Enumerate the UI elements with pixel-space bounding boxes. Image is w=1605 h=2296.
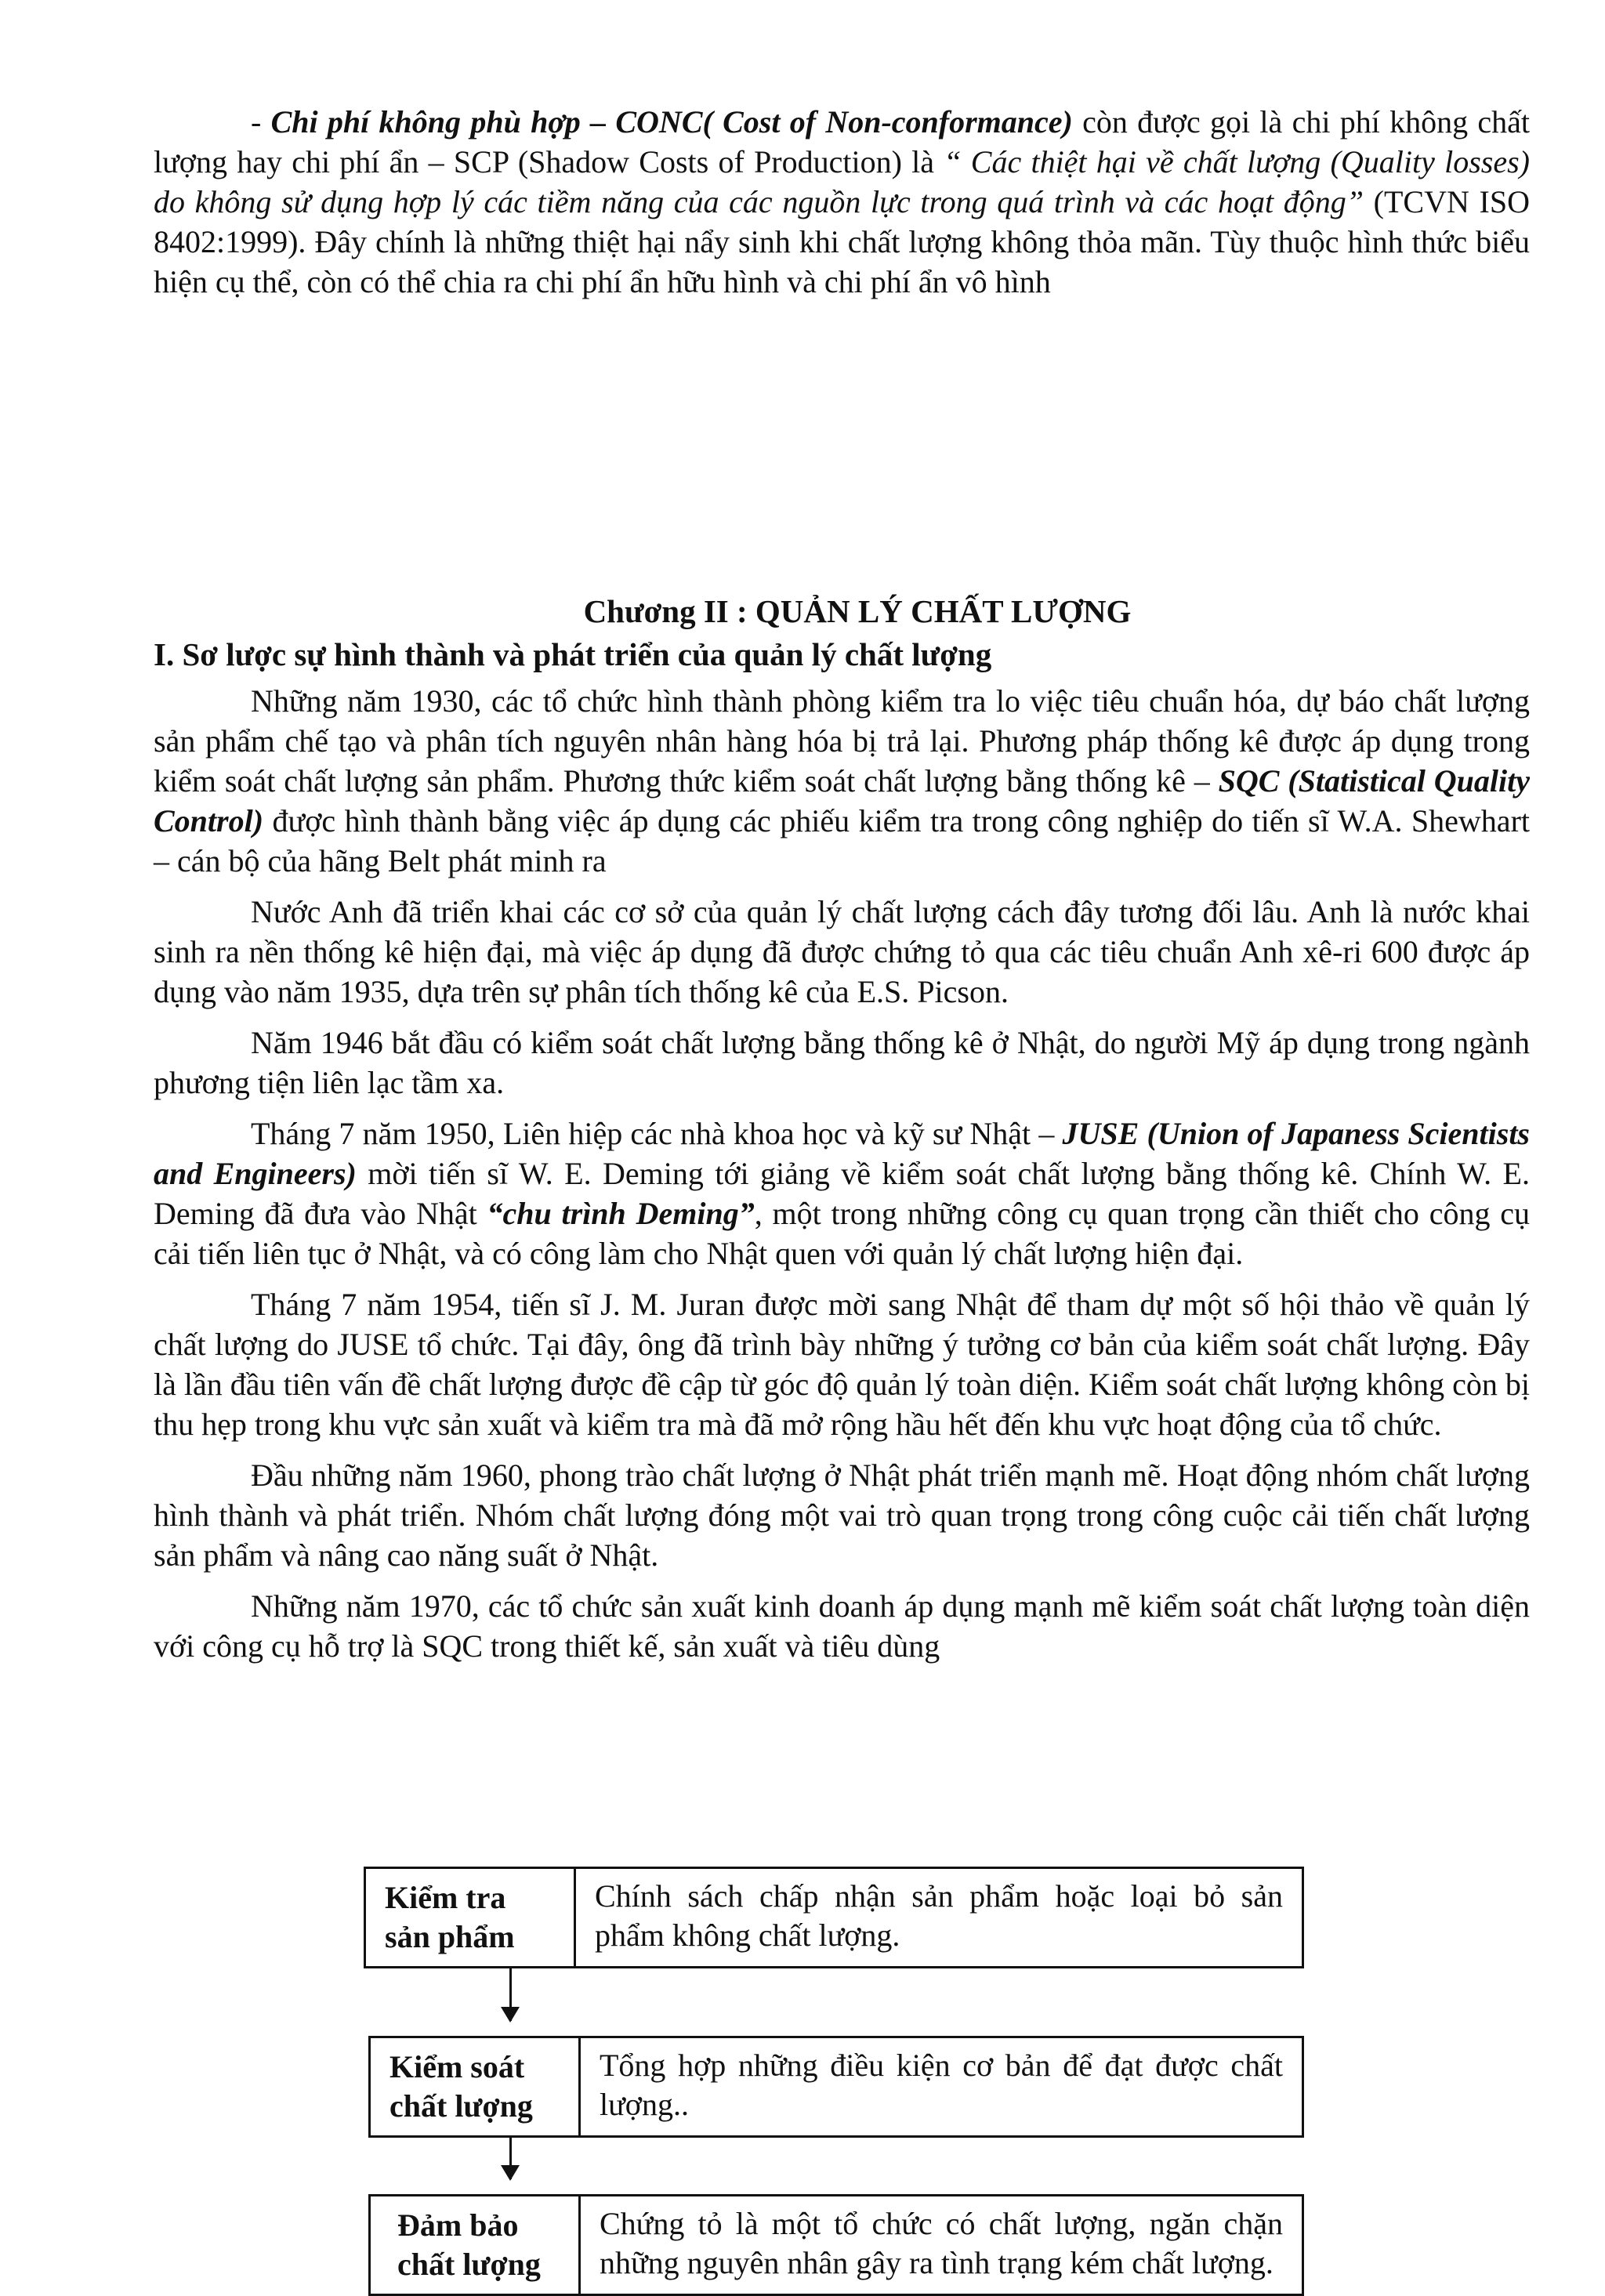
paragraph-1960: Đầu những năm 1960, phong trào chất lượng ở Nhật phát triển mạnh mẽ. Hoạt động nhóm chất lượng hình thành và phát triển. Nhóm chất lượng đóng một vai trò quan trọng trong công cuộc cải tiến chất lượng sản phẩm và nâng cao năng suất ở Nhật. [154,1458,1530,1573]
flow-box-product-inspection [364,1867,1304,1968]
down-arrow-icon [509,2135,512,2179]
intro-paragraph [154,102,1530,302]
intro-tail: (TCVN ISO 8402:1999). Đây chính là những thiệt hại nẩy sinh khi chất lượng không thỏa mãn. Tùy thuộc hình thức biểu hiện cụ thể, còn có thể chia ra chi phí ẩn hữu hình và chi phí ẩn vô hình [154,184,1530,299]
p4-text-b: mời tiến sĩ W. E. Deming tới giảng về kiểm soát chất lượng bằng thống kê. Chính W. E. Deming đã đưa vào Nhật [154,1156,1530,1231]
flow-label-line2: chất lượng [389,2088,533,2124]
chapter-title: Chương II : QUẢN LÝ CHẤT LƯỢNG [583,593,1132,629]
p1-text-b: được hình thành bằng việc áp dụng các phiếu kiểm tra trong công nghiệp do tiến sĩ W.A. Shewhart – cán bộ của hãng Belt phát minh ra [154,803,1530,878]
paragraph-1930 [154,681,1530,881]
section-title: I. Sơ lược sự hình thành và phát triển của quản lý chất lượng [154,636,992,672]
paragraph-1954: Tháng 7 năm 1954, tiến sĩ J. M. Juran được mời sang Nhật để tham dự một số hội thảo về quản lý chất lượng do JUSE tổ chức. Tại đây, ông đã trình bày những ý tưởng cơ bản của kiểm soát chất lượng. Đây là lần đầu tiên vấn đề chất lượng được đề cập từ góc độ quản lý toàn diện. Kiểm soát chất lượng không còn bị thu hẹp trong khu vực sản xuất và kiểm tra mà đã mở rộng hầu hết đến khu vực hoạt động của tổ chức. [154,1287,1530,1442]
paragraph-1946: Năm 1946 bắt đầu có kiểm soát chất lượng bằng thống kê ở Nhật, do người Mỹ áp dụng trong ngành phương tiện liên lạc tầm xa. [154,1025,1530,1100]
p1-text-a: Những năm 1930, các tổ chức hình thành phòng kiểm tra lo việc tiêu chuẩn hóa, dự báo chất lượng sản phẩm chế tạo và phân tích nguyên nhân hàng hóa bị trả lại. Phương pháp thống kê được áp dụng trong kiểm soát chất lượng sản phẩm. Phương thức kiểm soát chất lượng bằng thống kê – [154,683,1530,799]
flow-label-line1: Đảm bảo [397,2207,519,2243]
document-page [154,102,1530,1666]
flow-box-label [371,2038,581,2135]
juse-term: JUSE (Union of Japaness Scientists and Engineers) [154,1116,1531,1191]
flow-box-label [371,2196,581,2294]
quality-evolution-diagram [364,1867,1304,2282]
flow-box-quality-assurance [368,2194,1304,2296]
paragraph-1950 [154,1114,1530,1273]
paragraph-england: Nước Anh đã triển khai các cơ sở của quản lý chất lượng cách đây tương đối lâu. Anh là nước khai sinh ra nền thống kê hiện đại, mà việc áp dụng đã được chứng tỏ qua các tiêu chuẩn Anh xê-ri 600 được áp dụng vào năm 1935, dựa trên sự phân tích thống kê của E.S. Picson. [154,894,1530,1009]
flow-box-quality-control [368,2036,1304,2138]
intro-lead: - [251,104,271,139]
flow-label-line1: Kiểm tra [385,1880,506,1915]
deming-cycle-term: “chu trình Deming” [487,1196,755,1231]
intro-mid: còn được gọi là chi phí không chất lượng hay chi phí ẩn – SCP (Shadow Costs of Production) là [154,104,1530,179]
flow-label-line2: chất lượng [397,2247,541,2282]
p4-text-c: , một trong những công cụ quan trọng cần thiết cho công cụ cải tiến liên tục ở Nhật, và có công làm cho Nhật quen với quản lý chất lượng hiện đại. [154,1196,1530,1271]
flow-label-line1: Kiểm soát [389,2049,525,2084]
flow-box-description: Tổng hợp những điều kiện cơ bản để đạt được chất lượng.. [600,2048,1283,2122]
blank-space [154,302,1530,592]
flow-box-description: Chứng tỏ là một tổ chức có chất lượng, ngăn chặn những nguyên nhân gây ra tình trạng kém chất lượng. [600,2206,1283,2280]
p4-text-a: Tháng 7 năm 1950, Liên hiệp các nhà khoa học và kỹ sư Nhật – [251,1116,1063,1151]
down-arrow-icon [509,1966,512,2021]
sqc-term: SQC (Statistical Quality Control) [154,763,1530,838]
flow-box-label [366,1869,576,1966]
flow-label-line2: sản phẩm [385,1919,515,1954]
flow-box-description: Chính sách chấp nhận sản phẩm hoặc loại bỏ sản phẩm không chất lượng. [595,1878,1283,1953]
paragraph-1970: Những năm 1970, các tổ chức sản xuất kinh doanh áp dụng mạnh mẽ kiểm soát chất lượng toàn diện với công cụ hỗ trợ là SQC trong thiết kế, sản xuất và tiêu dùng [154,1588,1530,1664]
intro-quote: “ Các thiệt hại về chất lượng (Quality losses) do không sử dụng hợp lý các tiềm năng của các nguồn lực trong quá trình và các hoạt động” [154,144,1530,219]
intro-term: Chi phí không phù hợp – CONC( Cost of Non-conformance) [270,104,1073,139]
